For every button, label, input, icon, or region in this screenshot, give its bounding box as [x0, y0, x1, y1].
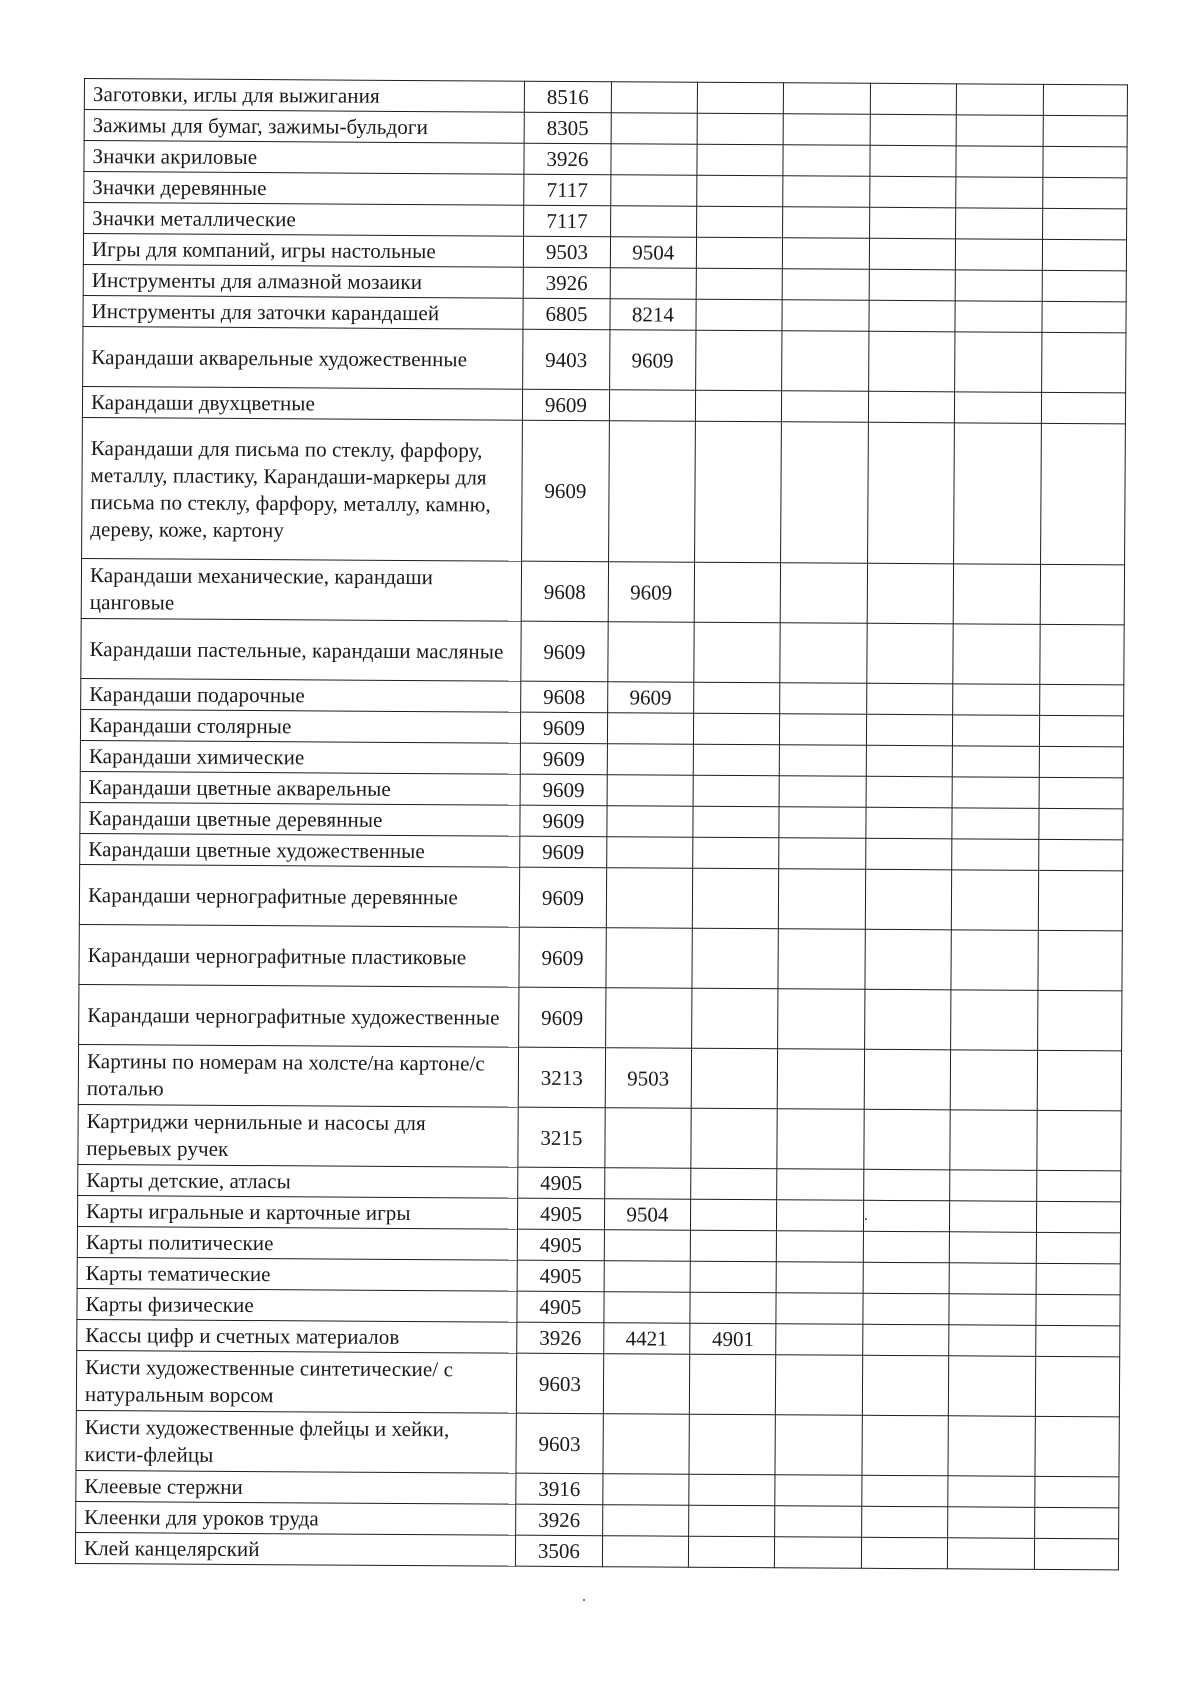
code-cell-2 — [609, 390, 696, 422]
code-cell-5 — [861, 1506, 948, 1538]
code-cell-1: 9609 — [519, 927, 606, 988]
code-cell-2 — [610, 206, 697, 238]
code-cell-3 — [692, 928, 779, 989]
table-row — [78, 1044, 1121, 1110]
code-cell-2 — [604, 1108, 691, 1169]
code-cell-7 — [1043, 115, 1128, 147]
code-cell-2 — [606, 928, 693, 989]
code-cell-6 — [948, 1416, 1035, 1477]
code-cell-1: 9609 — [520, 743, 607, 775]
product-name-cell: Значки деревянные — [84, 172, 524, 206]
code-cell-5 — [866, 683, 953, 715]
product-name-cell: Инструменты для заточки карандашей — [83, 295, 523, 329]
code-cell-1: 3926 — [516, 1504, 603, 1536]
code-cell-5 — [866, 714, 953, 746]
code-cell-6 — [950, 1170, 1037, 1202]
product-name-cell: Заготовки, иглы для выжигания — [84, 79, 524, 113]
code-cell-3 — [690, 1230, 777, 1262]
code-cell-3 — [697, 144, 784, 176]
code-cell-5 — [863, 1231, 950, 1263]
code-cell-4 — [777, 1200, 864, 1232]
code-cell-2 — [602, 1536, 689, 1568]
code-cell-4 — [777, 1231, 864, 1263]
code-cell-7 — [1038, 808, 1123, 840]
code-cell-3 — [697, 113, 784, 145]
product-name-cell: Карандаши столярные — [80, 709, 520, 743]
code-cell-3 — [690, 1292, 777, 1324]
code-cell-7 — [1035, 1294, 1120, 1326]
code-cell-1: 9609 — [521, 712, 608, 744]
code-cell-6 — [952, 777, 1039, 809]
product-name-cell: Игры для компаний, игры настольные — [83, 234, 523, 268]
code-cell-7 — [1035, 1356, 1120, 1417]
product-name-cell: Карандаши чернографитные деревянные — [79, 864, 520, 927]
product-name-cell: Карандаши чернографитные пластиковые — [79, 924, 520, 987]
code-cell-5 — [869, 207, 956, 239]
code-cell-5 — [863, 1200, 950, 1232]
product-name-cell: Картриджи чернильные и насосы для перьевых ручек — [78, 1104, 519, 1167]
code-cell-2 — [611, 113, 698, 145]
code-cell-7 — [1036, 1263, 1121, 1295]
code-cell-7 — [1042, 146, 1127, 178]
code-cell-6 — [948, 1507, 1035, 1539]
code-cell-1: 8305 — [524, 112, 611, 144]
code-cell-1: 3215 — [518, 1107, 605, 1168]
code-cell-1: 3926 — [523, 267, 610, 299]
code-cell-4 — [783, 269, 870, 301]
code-cell-7 — [1039, 777, 1124, 809]
code-cell-3 — [693, 837, 780, 869]
code-cell-7 — [1036, 1170, 1121, 1202]
code-cell-5 — [863, 1324, 950, 1356]
code-cell-1: 3926 — [517, 1322, 604, 1354]
code-cell-6 — [952, 870, 1039, 931]
code-cell-4 — [776, 1262, 863, 1294]
code-cell-4 — [780, 745, 867, 777]
code-cell-3 — [689, 1354, 776, 1415]
product-name-cell: Карандаши механические, карандаши цанговые — [81, 558, 522, 621]
code-cell-1: 8516 — [525, 81, 612, 113]
code-cell-4 — [776, 1324, 863, 1356]
code-cell-2 — [603, 1414, 690, 1475]
code-cell-5 — [863, 1169, 950, 1201]
code-cell-7 — [1036, 1232, 1121, 1264]
code-cell-6 — [949, 1294, 1036, 1326]
product-name-cell: Карты физические — [77, 1288, 517, 1322]
code-cell-5 — [866, 745, 953, 777]
code-cell-1: 3506 — [516, 1535, 603, 1567]
table-row — [83, 326, 1126, 392]
code-cell-3 — [689, 1505, 776, 1537]
code-cell-1: 6805 — [523, 298, 610, 330]
code-cell-2 — [606, 837, 693, 869]
code-cell-7 — [1034, 1476, 1119, 1508]
code-cell-5 — [862, 1415, 949, 1476]
code-cell-2 — [605, 988, 692, 1049]
code-cell-4 — [776, 1355, 863, 1416]
code-cell-3 — [696, 330, 783, 391]
code-cell-5 — [863, 1262, 950, 1294]
code-cell-6 — [949, 1356, 1036, 1417]
code-cell-5 — [866, 807, 953, 839]
code-cell-4 — [779, 807, 866, 839]
product-name-cell: Карандаши химические — [80, 740, 520, 774]
code-cell-4 — [784, 114, 871, 146]
code-cell-3 — [692, 988, 779, 1049]
code-cell-5 — [868, 331, 955, 392]
code-cell-2 — [607, 775, 694, 807]
code-cell-5 — [868, 391, 955, 423]
code-cell-2 — [602, 1505, 689, 1537]
code-cell-6 — [955, 270, 1042, 302]
table-row — [79, 864, 1122, 930]
table-row — [78, 1104, 1121, 1170]
code-cell-4 — [777, 1109, 864, 1170]
code-cell-6 — [956, 84, 1043, 116]
table-row — [79, 984, 1122, 1050]
product-name-cell: Клеевые стержни — [76, 1470, 516, 1504]
code-cell-4 — [775, 1537, 862, 1569]
product-name-cell: Карты игральные и карточные игры — [77, 1195, 517, 1229]
code-cell-7 — [1039, 715, 1124, 747]
code-cell-2 — [610, 268, 697, 300]
code-cell-2 — [604, 1292, 691, 1324]
code-cell-5 — [862, 1475, 949, 1507]
code-cell-4 — [781, 563, 868, 624]
table-row — [76, 1350, 1119, 1416]
code-cell-3 — [689, 1474, 776, 1506]
code-cell-7 — [1038, 839, 1123, 871]
code-cell-3 — [697, 175, 784, 207]
product-name-cell: Карандаши цветные деревянные — [80, 802, 520, 836]
code-cell-2: 9503 — [605, 1048, 692, 1109]
code-cell-7 — [1036, 1201, 1121, 1233]
code-cell-1: 4905 — [518, 1167, 605, 1199]
table-row — [76, 1410, 1119, 1476]
code-cell-1: 3916 — [516, 1473, 603, 1505]
product-name-cell: Карандаши двухцветные — [82, 386, 522, 420]
code-cell-4 — [780, 683, 867, 715]
product-name-cell: Карандаши чернографитные художественные — [79, 984, 520, 1047]
code-cell-6 — [951, 990, 1038, 1051]
code-cell-1: 4905 — [517, 1291, 604, 1323]
code-cell-5 — [869, 269, 956, 301]
code-cell-3 — [696, 268, 783, 300]
code-cell-2 — [607, 713, 694, 745]
code-cell-2 — [603, 1354, 690, 1415]
code-cell-7 — [1042, 301, 1127, 333]
code-cell-7 — [1038, 870, 1123, 931]
code-cell-5 — [870, 176, 957, 208]
code-cell-2: 9504 — [610, 237, 697, 269]
code-cell-6 — [948, 1538, 1035, 1570]
code-cell-1: 7117 — [524, 205, 611, 237]
code-cell-5 — [865, 929, 952, 990]
code-cell-6 — [951, 930, 1038, 991]
code-cell-6 — [949, 1232, 1036, 1264]
code-cell-7 — [1038, 930, 1123, 991]
scan-speck — [583, 1599, 585, 1601]
product-name-cell: Клей канцелярский — [75, 1532, 515, 1566]
code-cell-7 — [1036, 1110, 1121, 1171]
code-cell-6 — [953, 624, 1040, 685]
code-cell-1: 9609 — [523, 389, 610, 421]
code-cell-6 — [950, 1110, 1037, 1171]
code-cell-6 — [955, 332, 1042, 393]
code-cell-7 — [1037, 990, 1122, 1051]
product-name-cell: Карандаши цветные акварельные — [80, 771, 520, 805]
code-cell-1: 9609 — [522, 420, 609, 562]
code-cell-5 — [861, 1537, 948, 1569]
code-cell-2 — [607, 744, 694, 776]
code-cell-1: 9609 — [521, 621, 608, 682]
table-row — [82, 417, 1126, 564]
code-cell-7 — [1041, 332, 1126, 393]
code-cell-5 — [866, 776, 953, 808]
product-name-cell: Инструменты для алмазной мозаики — [83, 264, 523, 298]
product-name-cell: Зажимы для бумаг, зажимы-бульдоги — [84, 110, 524, 144]
product-name-cell: Значки металлические — [84, 203, 524, 237]
code-cell-6 — [956, 146, 1043, 178]
code-cell-2: 9609 — [608, 562, 695, 623]
code-cell-6 — [953, 564, 1040, 625]
code-cell-4 — [780, 714, 867, 746]
code-cell-3 — [692, 868, 779, 929]
code-cell-7 — [1039, 624, 1124, 685]
code-cell-5 — [863, 1293, 950, 1325]
code-cell-5 — [865, 838, 952, 870]
code-cell-3 — [697, 206, 784, 238]
table-row — [75, 1532, 1118, 1569]
code-cell-3 — [689, 1414, 776, 1475]
code-cell-4 — [780, 623, 867, 684]
code-cell-4 — [782, 391, 869, 423]
table-row — [81, 618, 1124, 684]
code-cell-6 — [954, 423, 1041, 565]
code-cell-7 — [1034, 1538, 1119, 1570]
product-name-cell: Кисти художественные синтетические/ с натуральным ворсом — [76, 1350, 517, 1413]
product-name-cell: Карандаши подарочные — [81, 678, 521, 712]
code-cell-6 — [956, 239, 1043, 271]
code-cell-2 — [602, 1474, 689, 1506]
code-cell-7 — [1042, 208, 1127, 240]
code-cell-7 — [1039, 746, 1124, 778]
table-row — [79, 924, 1122, 990]
code-cell-3 — [694, 622, 781, 683]
code-cell-4 — [782, 331, 869, 392]
code-cell-5 — [862, 1355, 949, 1416]
code-cell-1: 9609 — [520, 836, 607, 868]
code-cell-3 — [691, 1108, 778, 1169]
code-cell-1: 9603 — [517, 1353, 604, 1414]
code-cell-3 — [695, 390, 782, 422]
product-name-cell: Карандаши акварельные художественные — [83, 326, 524, 389]
code-cell-3 — [696, 299, 783, 331]
code-cell-7 — [1034, 1507, 1119, 1539]
code-cell-2 — [610, 175, 697, 207]
code-cell-3 — [688, 1536, 775, 1568]
code-cell-6 — [956, 115, 1043, 147]
code-cell-3 — [693, 775, 780, 807]
code-cell-4 — [779, 776, 866, 808]
product-name-cell: Карты политические — [77, 1226, 517, 1260]
code-cell-4 — [776, 1293, 863, 1325]
code-cell-6 — [952, 839, 1039, 871]
code-cell-3 — [693, 744, 780, 776]
code-cell-3 — [690, 1199, 777, 1231]
hs-codes-table — [75, 78, 1128, 1570]
product-name-cell: Карандаши пастельные, карандаши масляные — [81, 618, 522, 681]
product-name-cell: Значки акриловые — [84, 141, 524, 175]
code-cell-2 — [611, 144, 698, 176]
code-cell-3 — [696, 237, 783, 269]
code-cell-5 — [865, 869, 952, 930]
code-cell-2: 4421 — [603, 1323, 690, 1355]
code-cell-1: 9609 — [520, 774, 607, 806]
code-cell-5 — [864, 1109, 951, 1170]
code-cell-5 — [867, 422, 954, 564]
code-cell-4 — [775, 1506, 862, 1538]
code-cell-6 — [952, 746, 1039, 778]
code-cell-7 — [1037, 1050, 1122, 1111]
code-cell-6 — [950, 1201, 1037, 1233]
code-cell-4 — [779, 869, 866, 930]
code-cell-6 — [949, 1263, 1036, 1295]
code-cell-1: 3213 — [518, 1047, 605, 1108]
code-cell-1: 4905 — [517, 1260, 604, 1292]
code-cell-1: 9503 — [524, 236, 611, 268]
product-name-cell: Картины по номерам на холсте/на картоне/с поталью — [78, 1044, 519, 1107]
code-cell-1: 9609 — [520, 805, 607, 837]
code-cell-7 — [1040, 423, 1125, 565]
code-cell-3 — [697, 82, 784, 114]
product-name-cell: Карты тематические — [77, 1257, 517, 1291]
code-cell-4 — [783, 207, 870, 239]
code-cell-6 — [949, 1325, 1036, 1357]
code-cell-4 — [782, 300, 869, 332]
product-name-cell: Карандаши для письма по стеклу, фарфору, металлу, пластику, Карандаши-маркеры для письма по стеклу, фарфору, металлу, камню, дереву, коже, картону — [82, 417, 523, 561]
code-cell-1: 9609 — [520, 867, 607, 928]
code-cell-2 — [604, 1261, 691, 1293]
code-cell-7 — [1035, 1416, 1120, 1477]
code-cell-5 — [870, 145, 957, 177]
code-cell-6 — [953, 715, 1040, 747]
code-cell-3 — [694, 562, 781, 623]
code-cell-4 — [777, 1169, 864, 1201]
code-cell-3 — [691, 1168, 778, 1200]
code-cell-4 — [778, 929, 865, 990]
code-cell-5 — [870, 83, 957, 115]
product-name-cell: Карты детские, атласы — [78, 1164, 518, 1198]
code-cell-7 — [1039, 684, 1124, 716]
code-cell-5 — [864, 1049, 951, 1110]
code-cell-1: 4905 — [518, 1229, 605, 1261]
code-cell-7 — [1041, 392, 1126, 424]
code-cell-2: 9609 — [607, 682, 694, 714]
code-cell-4 — [783, 176, 870, 208]
code-cell-2: 9504 — [604, 1199, 691, 1231]
code-cell-7 — [1040, 564, 1125, 625]
code-cell-3 — [695, 421, 782, 563]
code-cell-2 — [604, 1168, 691, 1200]
code-cell-6 — [955, 301, 1042, 333]
code-cell-5 — [870, 114, 957, 146]
table-row — [81, 558, 1124, 624]
code-cell-4 — [781, 422, 868, 564]
product-name-cell: Кассы цифр и счетных материалов — [77, 1319, 517, 1353]
code-cell-3 — [693, 806, 780, 838]
code-cell-1: 3926 — [524, 143, 611, 175]
code-cell-2 — [604, 1230, 691, 1262]
code-cell-4 — [775, 1415, 862, 1476]
product-name-cell: Кисти художественные флейцы и хейки, кисти-флейцы — [76, 1410, 517, 1473]
code-cell-4 — [778, 1049, 865, 1110]
code-cell-1: 7117 — [524, 174, 611, 206]
code-cell-4 — [779, 838, 866, 870]
code-cell-7 — [1042, 177, 1127, 209]
code-cell-3 — [694, 682, 781, 714]
code-cell-1: 9403 — [523, 329, 610, 390]
table-body — [75, 79, 1127, 1570]
code-cell-3 — [693, 713, 780, 745]
code-cell-6 — [956, 208, 1043, 240]
code-cell-2 — [607, 622, 694, 683]
code-cell-6 — [950, 1050, 1037, 1111]
code-cell-1: 9609 — [519, 987, 606, 1048]
code-cell-6 — [952, 808, 1039, 840]
product-name-cell: Карандаши цветные художественные — [80, 833, 520, 867]
code-cell-4 — [775, 1475, 862, 1507]
code-cell-1: 4905 — [518, 1198, 605, 1230]
code-cell-4 — [778, 989, 865, 1050]
code-cell-2 — [608, 421, 695, 563]
code-cell-7 — [1043, 84, 1128, 116]
scan-speck — [865, 1218, 867, 1220]
code-cell-4 — [783, 238, 870, 270]
code-cell-2 — [606, 868, 693, 929]
code-cell-6 — [953, 684, 1040, 716]
code-cell-4 — [783, 145, 870, 177]
code-cell-3 — [691, 1048, 778, 1109]
code-cell-2: 9609 — [609, 330, 696, 391]
code-cell-4 — [784, 83, 871, 115]
code-cell-2 — [611, 82, 698, 114]
code-cell-7 — [1042, 239, 1127, 271]
code-cell-1: 9603 — [516, 1413, 603, 1474]
code-cell-6 — [948, 1476, 1035, 1508]
code-cell-5 — [869, 300, 956, 332]
code-cell-6 — [955, 392, 1042, 424]
code-cell-3 — [690, 1261, 777, 1293]
product-name-cell: Клеенки для уроков труда — [76, 1501, 516, 1535]
code-cell-7 — [1042, 270, 1127, 302]
code-cell-7 — [1035, 1325, 1120, 1357]
code-cell-5 — [864, 989, 951, 1050]
code-cell-6 — [956, 177, 1043, 209]
code-cell-1: 9608 — [521, 561, 608, 622]
code-cell-5 — [869, 238, 956, 270]
code-cell-5 — [867, 563, 954, 624]
code-cell-5 — [867, 623, 954, 684]
code-cell-3: 4901 — [690, 1323, 777, 1355]
code-cell-1: 9608 — [521, 681, 608, 713]
code-cell-2: 8214 — [610, 299, 697, 331]
code-cell-2 — [607, 806, 694, 838]
